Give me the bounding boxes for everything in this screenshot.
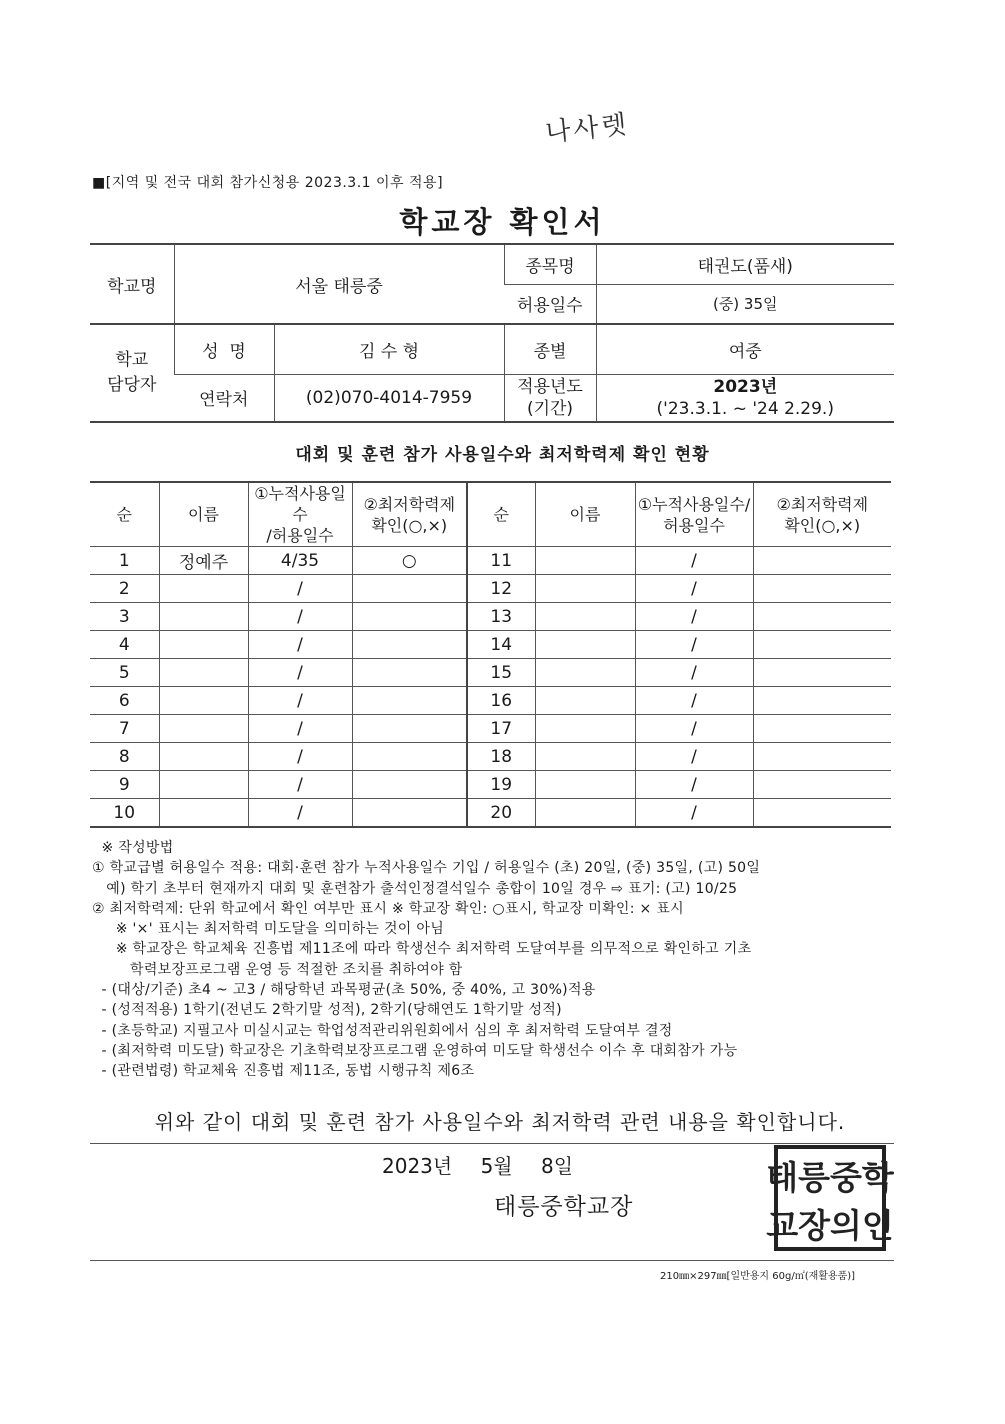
academic-check [352, 715, 467, 743]
student-name [159, 631, 248, 659]
header-no: 순 [90, 482, 159, 547]
divider [90, 1143, 894, 1144]
row-number: 15 [467, 659, 535, 687]
days-used: / [635, 771, 753, 799]
academic-check [753, 603, 891, 631]
academic-check [753, 771, 891, 799]
student-name [535, 631, 635, 659]
note-line: 학력보장프로그램 운영 등 적절한 조치를 취하여야 함 [92, 961, 463, 978]
days-used: / [635, 799, 753, 828]
svg-text:태릉중학: 태릉중학 [766, 1158, 894, 1197]
category-value: 여중 [596, 324, 894, 374]
academic-check [352, 603, 467, 631]
year-value: 2023년 [713, 376, 778, 397]
school-name-value: 서울 태릉중 [174, 244, 504, 324]
instructions-notes [92, 838, 902, 1082]
note-line: ※ '×' 표시는 최저학력 미도달을 의미하는 것이 아님 [92, 921, 445, 938]
header-days: ①누적사용일수 /허용일수 [248, 482, 352, 547]
form-usage-note: ■[지역 및 전국 대회 참가신청용 2023.3.1 이후 적용] [92, 175, 444, 191]
academic-check [352, 631, 467, 659]
contact-label: 연락처 [199, 390, 249, 411]
student-name [535, 659, 635, 687]
period-value: ('23.3.1. ~ '24 2.29.) [656, 398, 834, 419]
period-cell [596, 374, 894, 422]
student-name [159, 799, 248, 828]
academic-check [352, 771, 467, 799]
table-row [90, 715, 891, 743]
row-number: 20 [467, 799, 535, 828]
student-name [535, 687, 635, 715]
participation-table [90, 481, 891, 828]
table-row [90, 547, 891, 575]
row-number: 8 [90, 743, 159, 771]
section-title: 대회 및 훈련 참가 사용일수와 최저학력제 확인 현황 [295, 445, 710, 465]
contact-value: (02)070-4014-7959 [274, 374, 504, 422]
handwritten-note: 나사렛 [543, 109, 631, 149]
academic-check [352, 575, 467, 603]
table-row [90, 575, 891, 603]
student-name [159, 715, 248, 743]
student-name [159, 575, 248, 603]
manager-label: 학교 담당자 [107, 350, 157, 395]
note-line: ① 학교급별 허용일수 적용: 대회·훈련 참가 누적사용일수 기입 / 허용일수 (초) 20일, (중) 35일, (고) 50일 [92, 860, 761, 877]
table-row [90, 687, 891, 715]
academic-check [753, 687, 891, 715]
academic-check [753, 547, 891, 575]
seal-graphic [766, 1149, 894, 1247]
row-number: 2 [90, 575, 159, 603]
note-line: - (최저학력 미도달) 학교장은 기초학력보장프로그램 운영하여 미도달 학생선수 이수 후 대회참가 가능 [92, 1042, 738, 1059]
principal-signature-line: 태릉중학교장 [494, 1194, 634, 1220]
student-name [535, 799, 635, 828]
student-name [159, 603, 248, 631]
header-name: 이름 [535, 482, 635, 547]
academic-check [352, 687, 467, 715]
header-days: ①누적사용일수/ 허용일수 [635, 482, 753, 547]
days-used: / [248, 631, 352, 659]
note-line: ※ 학교장은 학교체육 진흥법 제11조에 따라 학생선수 최저학력 도달여부를 의무적으로 확인하고 기초 [92, 941, 752, 958]
table-row [90, 771, 891, 799]
table-row [90, 631, 891, 659]
student-name [535, 743, 635, 771]
svg-text:교장의인: 교장의인 [766, 1206, 894, 1245]
header-check: ②최저학력제 확인(○,×) [352, 482, 467, 547]
days-used: / [635, 603, 753, 631]
academic-check [352, 743, 467, 771]
academic-check [753, 743, 891, 771]
table-header-row [90, 482, 891, 547]
student-name [159, 659, 248, 687]
note-line: - (대상/기준) 초4 ~ 고3 / 해당학년 과목평균(초 50%, 중 40%, 고 30%)적용 [92, 982, 596, 999]
divider [90, 1260, 894, 1261]
header-check: ②최저학력제 확인(○,×) [753, 482, 891, 547]
note-line: - (초등학교) 지필고사 미실시교는 학업성적관리위원회에서 심의 후 최저학력 도달여부 결정 [92, 1022, 673, 1039]
student-name [535, 603, 635, 631]
days-used: / [248, 743, 352, 771]
days-used: / [635, 743, 753, 771]
note-line: ② 최저학력제: 단위 학교에서 확인 여부만 표시 ※ 학교장 확인: ○표시, 학교장 미확인: × 표시 [92, 900, 684, 917]
header-name: 이름 [159, 482, 248, 547]
row-number: 6 [90, 687, 159, 715]
note-line: 예) 학기 초부터 현재까지 대회 및 훈련참가 출석인정결석일수 총합이 10일 경우 ⇨ 표기: (고) 10/25 [92, 880, 738, 897]
row-number: 13 [467, 603, 535, 631]
days-used: / [248, 659, 352, 687]
days-used: / [635, 687, 753, 715]
row-number: 11 [467, 547, 535, 575]
school-name-label: 학교명 [90, 244, 174, 324]
academic-check [753, 799, 891, 828]
academic-check [753, 631, 891, 659]
table-row [90, 799, 891, 828]
row-number: 12 [467, 575, 535, 603]
allowed-days-value: (중) 35일 [596, 284, 894, 324]
student-name [535, 547, 635, 575]
name-label: 성 명 [174, 324, 274, 374]
academic-check [753, 659, 891, 687]
page-title: 학교장 확인서 [399, 205, 606, 239]
student-name [159, 771, 248, 799]
row-number: 3 [90, 603, 159, 631]
note-line: - (관련법령) 학교체육 진흥법 제11조, 동법 시행규칙 제6조 [92, 1063, 475, 1080]
row-number: 18 [467, 743, 535, 771]
row-number: 16 [467, 687, 535, 715]
table-row [90, 743, 891, 771]
days-used: / [635, 631, 753, 659]
student-name [535, 575, 635, 603]
row-number: 7 [90, 715, 159, 743]
period-label: 적용년도 (기간) [504, 374, 596, 422]
row-number: 19 [467, 771, 535, 799]
row-number: 17 [467, 715, 535, 743]
header-no: 순 [467, 482, 535, 547]
days-used: / [248, 799, 352, 828]
student-name [535, 715, 635, 743]
table-row [90, 603, 891, 631]
note-line: ※ 작성방법 [92, 840, 174, 856]
school-info-table [90, 243, 894, 423]
event-value: 태권도(품새) [596, 244, 894, 284]
row-number: 1 [90, 547, 159, 575]
days-used: / [248, 771, 352, 799]
days-used: / [635, 575, 753, 603]
academic-check [352, 799, 467, 828]
days-used: / [635, 659, 753, 687]
student-name [535, 771, 635, 799]
row-number: 4 [90, 631, 159, 659]
issue-date: 2023년 5월 8일 [382, 1154, 574, 1178]
days-used: / [248, 715, 352, 743]
academic-check [753, 715, 891, 743]
confirmation-statement: 위와 같이 대회 및 훈련 참가 사용일수와 최저학력 관련 내용을 확인합니다. [154, 1110, 846, 1134]
row-number: 9 [90, 771, 159, 799]
days-used: / [248, 603, 352, 631]
days-used: / [635, 547, 753, 575]
days-used: / [635, 715, 753, 743]
days-used: / [248, 687, 352, 715]
note-line: - (성적적용) 1학기(전년도 2학기말 성적), 2학기(당해연도 1학기말 성적) [92, 1002, 562, 1019]
name-value: 김 수 형 [274, 324, 504, 374]
row-number: 14 [467, 631, 535, 659]
student-name [159, 687, 248, 715]
academic-check: ○ [352, 547, 467, 575]
days-used: / [248, 575, 352, 603]
row-number: 10 [90, 799, 159, 828]
days-used: 4/35 [248, 547, 352, 575]
row-number: 5 [90, 659, 159, 687]
event-label: 종목명 [504, 244, 596, 284]
table-row [90, 659, 891, 687]
category-label: 종별 [504, 324, 596, 374]
student-name: 정예주 [159, 547, 248, 575]
allowed-days-label: 허용일수 [504, 284, 596, 324]
student-name [159, 743, 248, 771]
official-seal [766, 1145, 894, 1251]
academic-check [753, 575, 891, 603]
paper-spec-footer: 210㎜×297㎜[일반용지 60g/㎡(재활용품)] [660, 1271, 856, 1282]
academic-check [352, 659, 467, 687]
